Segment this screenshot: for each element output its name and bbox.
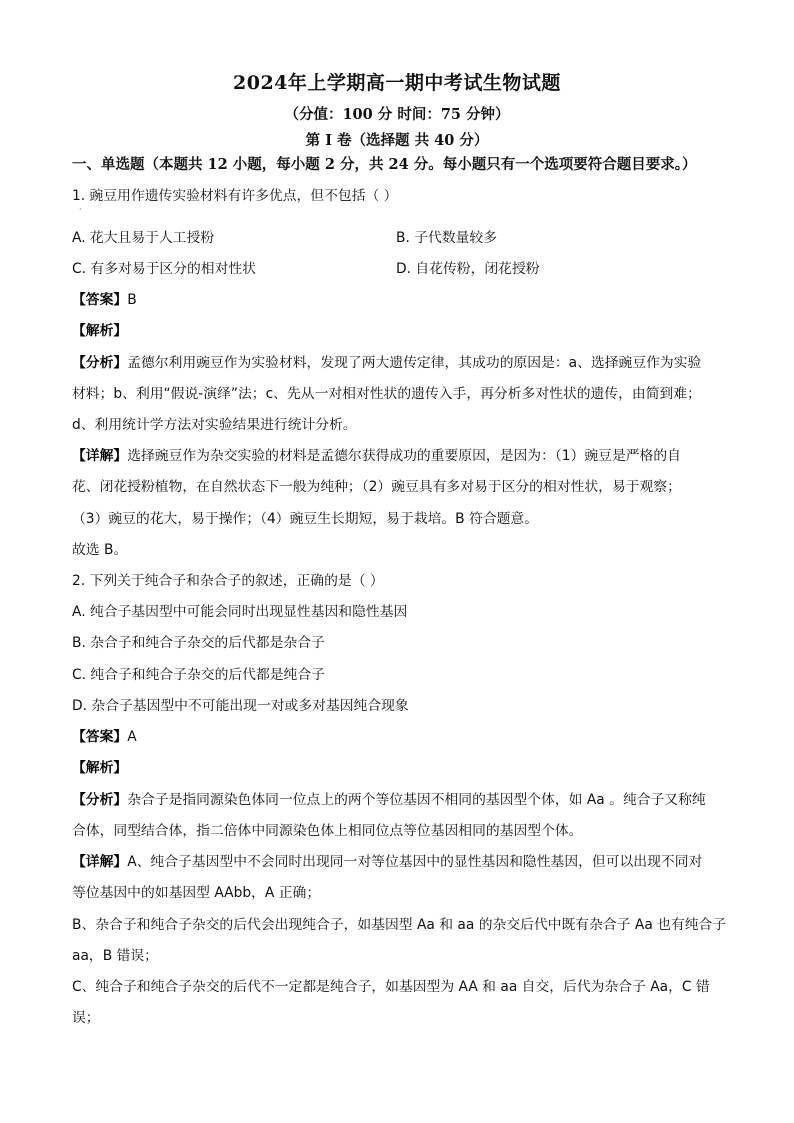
q2-xiangjie-line-2: 等位基因中的如基因型 AAbb，A 正确； (72, 885, 321, 901)
q1-fenxi-line-1 (72, 351, 701, 371)
q1-stem: 1. 豌豆用作遗传实验材料有许多优点，但不包括（ ） (72, 188, 398, 204)
fenxi-tag: 【分析】 (72, 792, 128, 808)
answer-tag: 【答案】 (72, 292, 128, 308)
q2-stem: 2. 下列关于纯合子和杂合子的叙述，正确的是（ ） (72, 573, 384, 589)
q1-analysis (72, 319, 127, 339)
q1-conclusion: 故选 B。 (72, 542, 128, 558)
q2-option-a: A. 纯合子基因型中可能会同时出现显性基因和隐性基因 (72, 604, 408, 620)
q1-fenxi-line-3: d、利用统计学方法对实验结果进行统计分析。 (72, 417, 357, 433)
analysis-tag: 【解析】 (72, 760, 128, 776)
q2-option-b: B. 杂合子和纯合子杂交的后代都是杂合子 (72, 635, 325, 651)
xiangjie-tag: 【详解】 (72, 448, 128, 464)
analysis-tag: 【解析】 (72, 323, 128, 339)
xiangjie-text: 选择豌豆作为杂交实验的材料是孟德尔获得成功的重要原因，是因为：（1）豌豆是严格的自 (127, 448, 681, 464)
answer-tag: 【答案】 (72, 729, 128, 745)
q1-xiangjie-line-3: （3）豌豆的花大，易于操作；（4）豌豆生长期短，易于栽培。B 符合题意。 (72, 511, 539, 527)
fenxi-text: 孟德尔利用豌豆作为实验材料，发现了两大遗传定律，其成功的原因是：a、选择豌豆作为实验 (127, 355, 702, 371)
answer-value: A (127, 729, 137, 745)
q2-fenxi-line-2: 合体，同型结合体，指二倍体中同源染色体上相同位点等位基因相同的基因型个体。 (72, 823, 583, 839)
stray-mark: · (79, 205, 82, 214)
exam-subtitle: （分值：100 分 时间：75 分钟） (284, 106, 510, 123)
q2-analysis (72, 756, 127, 776)
q1-option-b: B. 子代数量较多 (396, 230, 498, 246)
q2-option-d: D. 杂合子基因型中不可能出现一对或多对基因纯合现象 (72, 698, 409, 714)
q1-xiangjie-line-2: 花、闭花授粉植物，在自然状态下一般为纯种；（2）豌豆具有多对易于区分的相对性状，易于观察； (72, 479, 681, 495)
fenxi-tag: 【分析】 (72, 355, 128, 371)
xiangjie-tag: 【详解】 (72, 854, 128, 870)
q1-option-d: D. 自花传粉，闭花授粉 (396, 261, 540, 277)
section-heading: 一、单选题（本题共 12 小题，每小题 2 分，共 24 分。每小题只有一个选项要符合题目要求。） (72, 156, 697, 173)
q2-xiangjie-line-5: C、纯合子和纯合子杂交的后代不一定都是纯合子，如基因型为 AA 和 aa 自交，后代为杂合子 Aa，C 错 (72, 979, 710, 995)
q2-fenxi-line-1 (72, 788, 706, 808)
q2-xiangjie-line-1 (72, 850, 702, 870)
volume-heading: 第 I 卷（选择题 共 40 分） (305, 132, 489, 149)
q2-xiangjie-line-6: 误； (72, 1010, 100, 1026)
fenxi-text: 杂合子是指同源染色体同一位点上的两个等位基因不相同的基因型个体，如 Aa 。纯合子又称纯 (127, 792, 706, 808)
q2-option-c: C. 纯合子和纯合子杂交的后代都是纯合子 (72, 667, 325, 683)
q2-xiangjie-line-4: aa，B 错误； (72, 948, 158, 964)
q1-option-a: A. 花大且易于人工授粉 (72, 230, 215, 246)
q2-answer (72, 725, 137, 745)
exam-title: 2024年上学期高一期中考试生物试题 (233, 72, 561, 94)
q1-answer (72, 288, 137, 308)
q2-xiangjie-line-3: B、杂合子和纯合子杂交的后代会出现纯合子，如基因型 Aa 和 aa 的杂交后代中既有杂合子 Aa 也有纯合子 (72, 917, 727, 933)
q1-xiangjie-line-1 (72, 444, 681, 464)
q1-option-c: C. 有多对易于区分的相对性状 (72, 261, 256, 277)
xiangjie-text: A、纯合子基因型中不会同时出现同一对等位基因中的显性基因和隐性基因，但可以出现不同对 (127, 854, 703, 870)
answer-value: B (127, 292, 137, 308)
q1-fenxi-line-2: 材料；b、利用“假说-演绎”法；c、先从一对相对性状的遗传入手，再分析多对性状的遗传，由简到难； (72, 386, 701, 402)
